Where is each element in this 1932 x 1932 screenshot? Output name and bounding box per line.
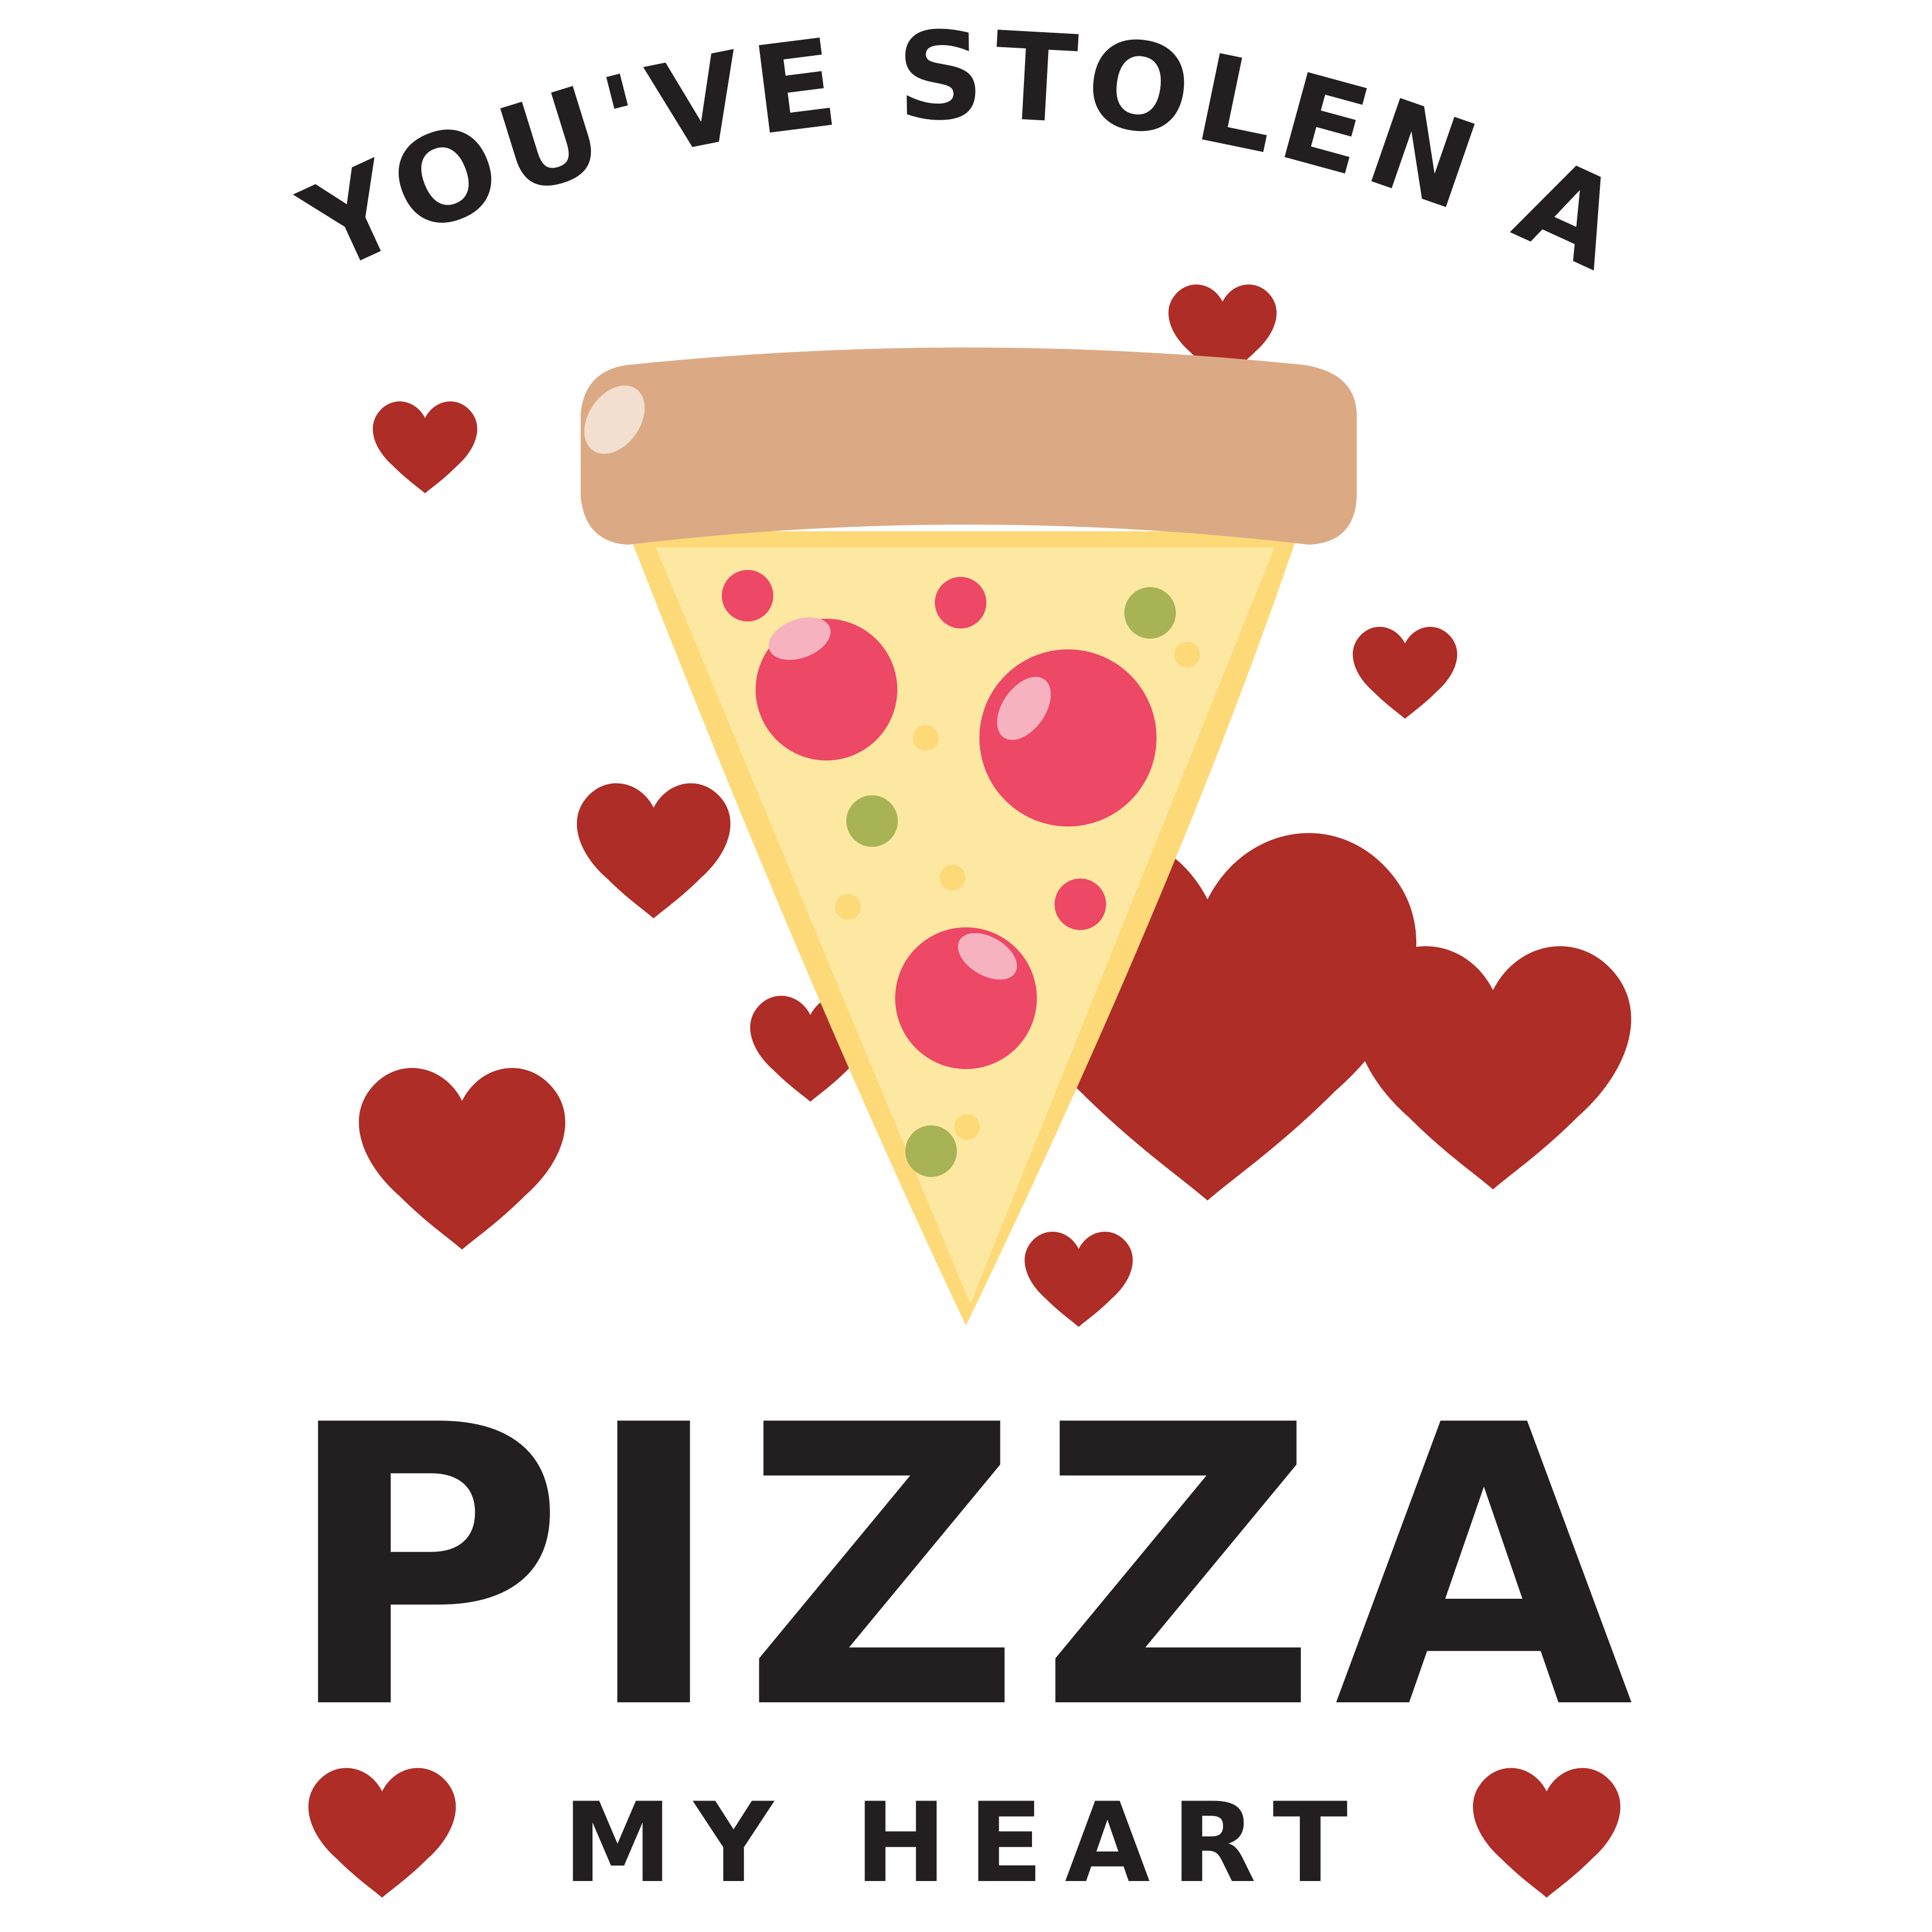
heart-icon <box>373 401 478 493</box>
heart-icon <box>577 784 730 919</box>
pepperoni <box>979 649 1157 826</box>
cheese-bubble <box>835 894 861 920</box>
heart-icon <box>1024 1232 1132 1327</box>
cheese-bubble <box>913 725 939 751</box>
headline-bottom: MY HEART <box>562 1780 1370 1907</box>
heart-icon <box>1355 946 1631 1189</box>
olive <box>905 1125 957 1177</box>
headline-top-path: YOU'VE STOLEN A <box>284 5 1648 301</box>
cheese-bubble <box>940 865 965 890</box>
cheese-bubble <box>954 1114 980 1140</box>
olive <box>1124 587 1176 639</box>
pepperoni <box>722 570 773 621</box>
crust <box>581 348 1357 545</box>
pepperoni <box>1055 879 1106 930</box>
heart-icon <box>359 1068 566 1249</box>
headline-main: PIZZA <box>282 1344 1650 1794</box>
olive <box>846 795 898 847</box>
heart-icon <box>1353 627 1458 719</box>
pepperoni <box>935 577 986 628</box>
headline-top <box>283 6 1648 301</box>
cheese-bubble <box>1174 642 1200 668</box>
